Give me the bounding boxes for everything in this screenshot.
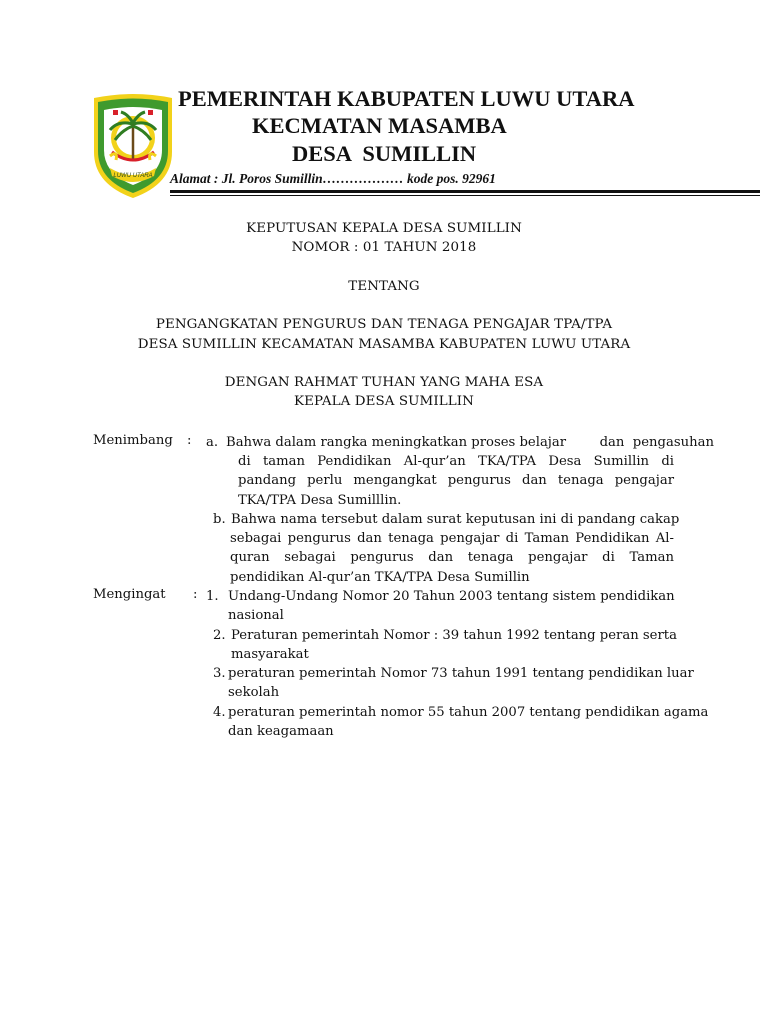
menimbang-item-b-rest: sebagai pengurus dan tenaga pengajar di Taman Pendidikan Al-quran sebagai pengurus dan tenaga pengajar di Taman pendidikan Al-qur’an TKA/TPA Desa Sumillin [230, 531, 674, 585]
list-marker: b. [213, 512, 226, 527]
menimbang-item-b-line1 [213, 510, 680, 529]
mengingat-item-3-first: peraturan pemerintah Nomor 73 tahun 1991 tentang pendidikan luar [228, 666, 694, 681]
mengingat-item-3-line1 [213, 664, 694, 683]
menimbang-item-a-rest: di taman Pendidikan Al-qur’an TKA/TPA Desa Sumillin di pandang perlu mengangkat pengurus dan tenaga pengajar TKA/TPA Desa Sumilllin. [238, 454, 674, 508]
mengingat-item-2-line1 [213, 626, 677, 645]
letterhead [88, 82, 678, 202]
mengingat-item-2-first: Peraturan pemerintah Nomor : 39 tahun 1992 tentang peran serta [231, 628, 677, 643]
letterhead-rule-thin [170, 195, 760, 196]
decree-number: NOMOR : 01 TAHUN 2018 [291, 240, 477, 255]
mengingat-label: Mengingat [93, 587, 166, 602]
letterhead-district: KECMATAN MASAMBA [252, 113, 507, 138]
letterhead-village: DESA SUMILLIN [292, 141, 477, 166]
decree-subject-line1: PENGANGKATAN PENGURUS DAN TENAGA PENGAJAR TPA/TPA [155, 317, 613, 332]
decree-about: TENTANG [348, 279, 420, 294]
mengingat-item-3-rest: sekolah [228, 685, 280, 700]
menimbang-item-a-first: Bahwa dalam rangka meningkatkan proses belajar dan pengasuhan [226, 435, 714, 450]
list-marker: 3. [213, 666, 226, 681]
mengingat-colon: : [193, 587, 198, 602]
decree-authority: KEPALA DESA SUMILLIN [294, 394, 474, 409]
mengingat-item-2-rest: masyarakat [231, 647, 309, 662]
decree-blessing: DENGAN RAHMAT TUHAN YANG MAHA ESA [224, 375, 544, 390]
mengingat-item-4-rest: dan keagamaan [228, 724, 334, 739]
letterhead-government: PEMERINTAH KABUPATEN LUWU UTARA [178, 86, 635, 111]
menimbang-item-b-first: Bahwa nama tersebut dalam surat keputusan ini di pandang cakap [231, 512, 680, 527]
menimbang-colon: : [187, 433, 192, 448]
regency-emblem-logo [88, 90, 178, 200]
mengingat-item-1-rest: nasional [228, 608, 284, 623]
mengingat-item-1-line1 [206, 587, 674, 606]
decree-title: KEPUTUSAN KEPALA DESA SUMILLIN [246, 221, 522, 236]
menimbang-label: Menimbang [93, 433, 173, 448]
list-marker: 2. [213, 628, 226, 643]
logo-ribbon-text: LUWU UTARA [113, 173, 153, 179]
list-marker: 1. [206, 589, 219, 604]
letterhead-address: Alamat : Jl. Poros Sumillin……………… kode pos. 92961 [170, 171, 496, 186]
list-marker: 4. [213, 705, 226, 720]
menimbang-item-a-line1 [206, 433, 714, 452]
mengingat-item-1-first: Undang-Undang Nomor 20 Tahun 2003 tentang sistem pendidikan [228, 589, 675, 604]
decree-subject-line2: DESA SUMILLIN KECAMATAN MASAMBA KABUPATEN LUWU UTARA [137, 337, 631, 352]
mengingat-item-4-first: peraturan pemerintah nomor 55 tahun 2007 tentang pendidikan agama [228, 705, 709, 720]
mengingat-item-4-line1 [213, 703, 709, 722]
list-marker: a. [206, 435, 219, 450]
letterhead-rule-thick [170, 190, 760, 193]
